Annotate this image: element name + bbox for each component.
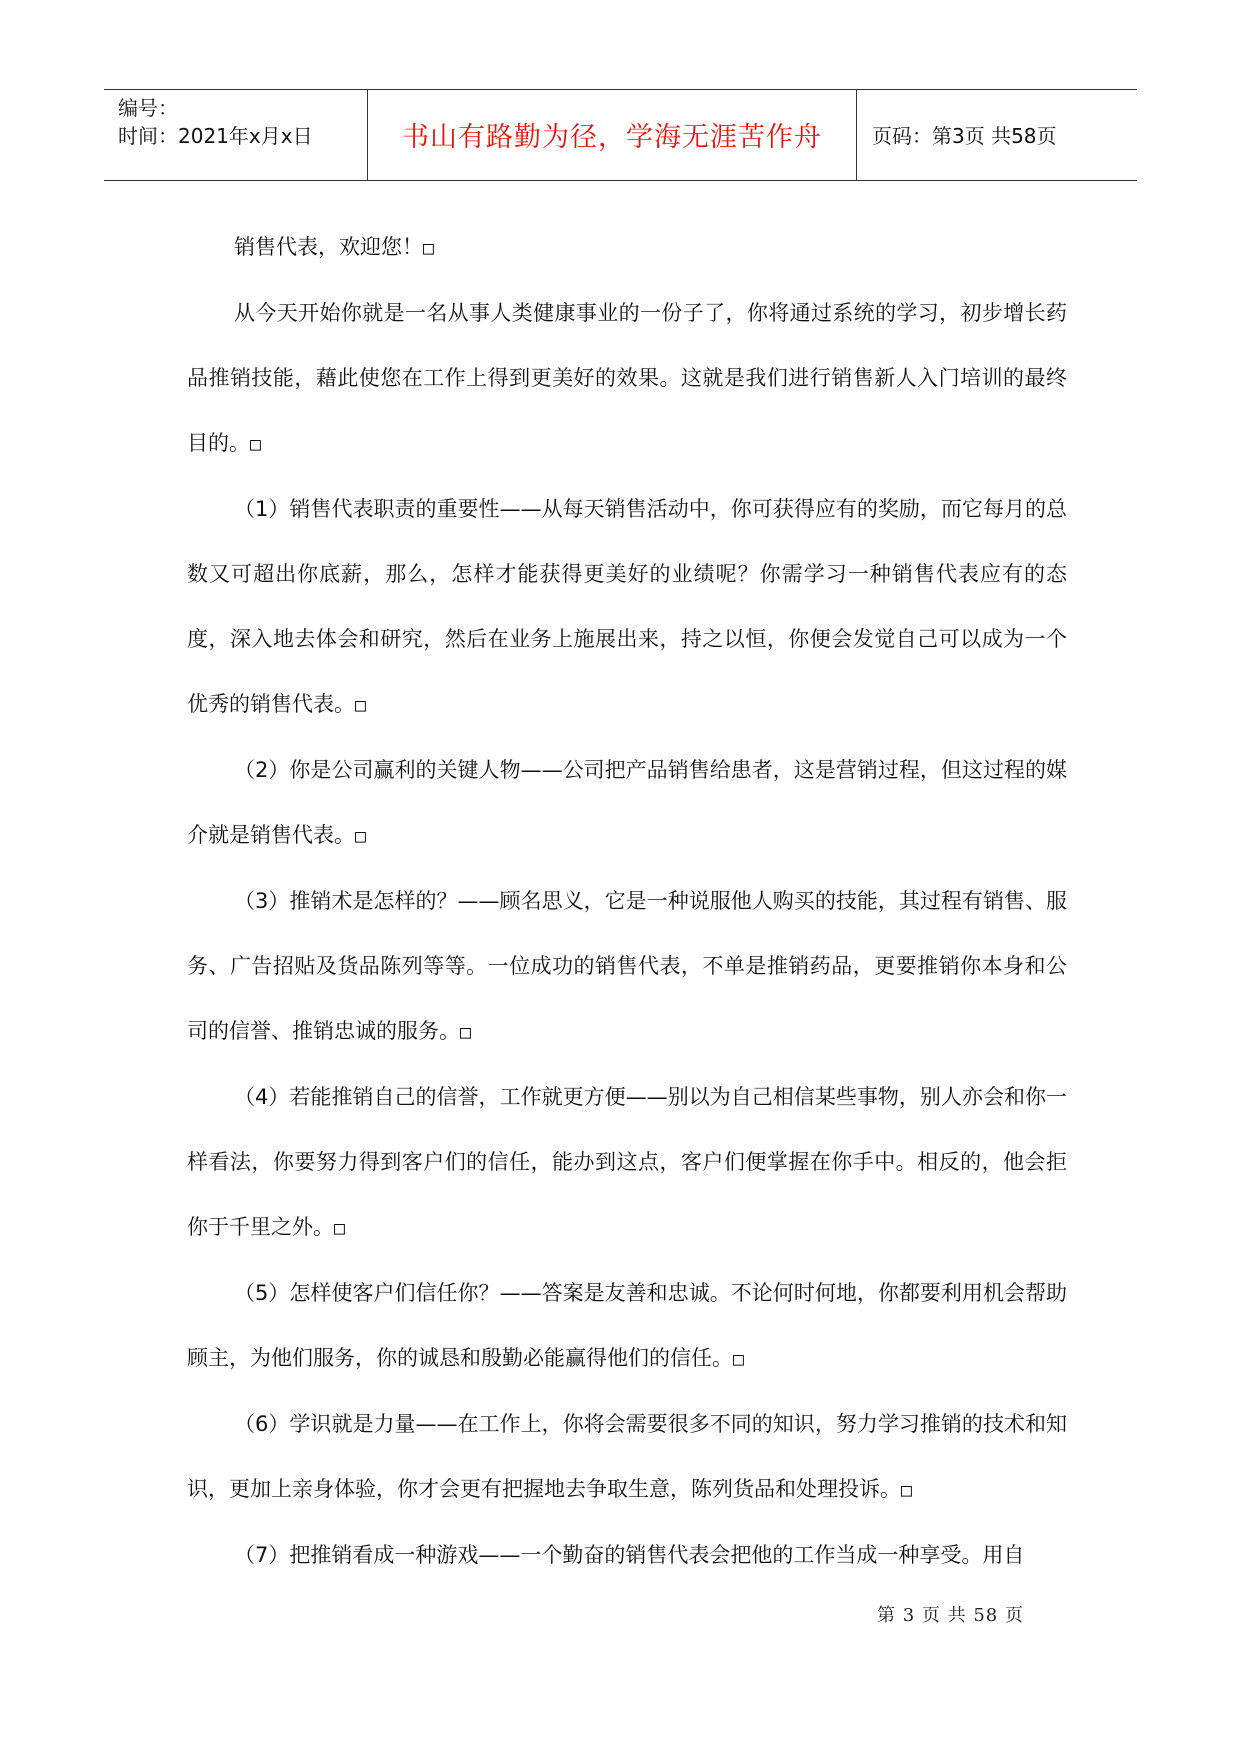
paragraph-text: （7）把推销看成一种游戏——一个勤奋的销售代表会把他的工作当成一种享受。用自 <box>234 1543 1025 1567</box>
paragraph-end-mark: □ <box>460 1022 471 1043</box>
paragraph <box>187 869 1067 1065</box>
paragraph <box>187 1065 1067 1261</box>
paragraph-end-mark: □ <box>901 1480 912 1501</box>
paragraph <box>187 215 1067 281</box>
page-footer: 第 3 页 共 58 页 <box>877 1605 1024 1626</box>
paragraph <box>187 477 1067 738</box>
time-label: 时间：2021年x月x日 <box>118 124 313 148</box>
paragraph-end-mark: □ <box>334 1218 345 1239</box>
paragraph-text: （3）推销术是怎样的？——顾名思义，它是一种说服他人购买的技能，其过程有销售、服务、广告招贴及货品陈列等等。一位成功的销售代表，不单是推销药品，更要推销你本身和公司的信誉、推销忠诚的服务。 <box>187 889 1067 1043</box>
document-header <box>104 89 1137 181</box>
paragraph <box>187 1523 1067 1588</box>
header-motto: 书山有路勤为径，学海无涯苦作舟 <box>402 122 822 153</box>
paragraph-text: （4）若能推销自己的信誉，工作就更方便——别以为自己相信某些事物，别人亦会和你一样看法，你要努力得到客户们的信任，能办到这点，客户们便掌握在你手中。相反的，他会拒你于千里之外。 <box>187 1085 1067 1239</box>
paragraph-text: （1）销售代表职责的重要性——从每天销售活动中，你可获得应有的奖励，而它每月的总数又可超出你底薪，那么，怎样才能获得更美好的业绩呢？你需学习一种销售代表应有的态度，深入地去体会和研究，然后在业务上施展出来，持之以恒，你便会发觉自己可以成为一个优秀的销售代表。 <box>187 497 1067 716</box>
header-meta <box>118 94 313 150</box>
paragraph-end-mark: □ <box>733 1349 744 1370</box>
paragraph-end-mark: □ <box>250 434 261 455</box>
paragraph-end-mark: □ <box>355 695 366 716</box>
paragraph-text: （2）你是公司赢利的关键人物——公司把产品销售给患者，这是营销过程，但这过程的媒介就是销售代表。 <box>187 758 1067 847</box>
paragraph-end-mark: □ <box>423 238 434 259</box>
paragraph <box>187 1261 1067 1392</box>
number-label: 编号： <box>118 96 178 120</box>
header-divider <box>856 90 857 180</box>
paragraph <box>187 281 1067 477</box>
paragraph-end-mark: □ <box>355 826 366 847</box>
paragraph <box>187 738 1067 869</box>
paragraph-text: （6）学识就是力量——在工作上，你将会需要很多不同的知识，努力学习推销的技术和知识，更加上亲身体验，你才会更有把握地去争取生意，陈列货品和处理投诉。 <box>187 1412 1067 1501</box>
header-page-info: 页码：第3页 共58页 <box>872 124 1057 148</box>
paragraph-text: （5）怎样使客户们信任你？——答案是友善和忠诚。不论何时何地，你都要利用机会帮助顾主，为他们服务，你的诚恳和殷勤必能赢得他们的信任。 <box>187 1281 1067 1370</box>
paragraph-text: 销售代表，欢迎您！ <box>234 235 423 259</box>
paragraph-text: 从今天开始你就是一名从事人类健康事业的一份子了，你将通过系统的学习，初步增长药品推销技能，藉此使您在工作上得到更美好的效果。这就是我们进行销售新人入门培训的最终目的。 <box>187 301 1067 455</box>
paragraph <box>187 1392 1067 1523</box>
document-body <box>187 215 1067 1588</box>
